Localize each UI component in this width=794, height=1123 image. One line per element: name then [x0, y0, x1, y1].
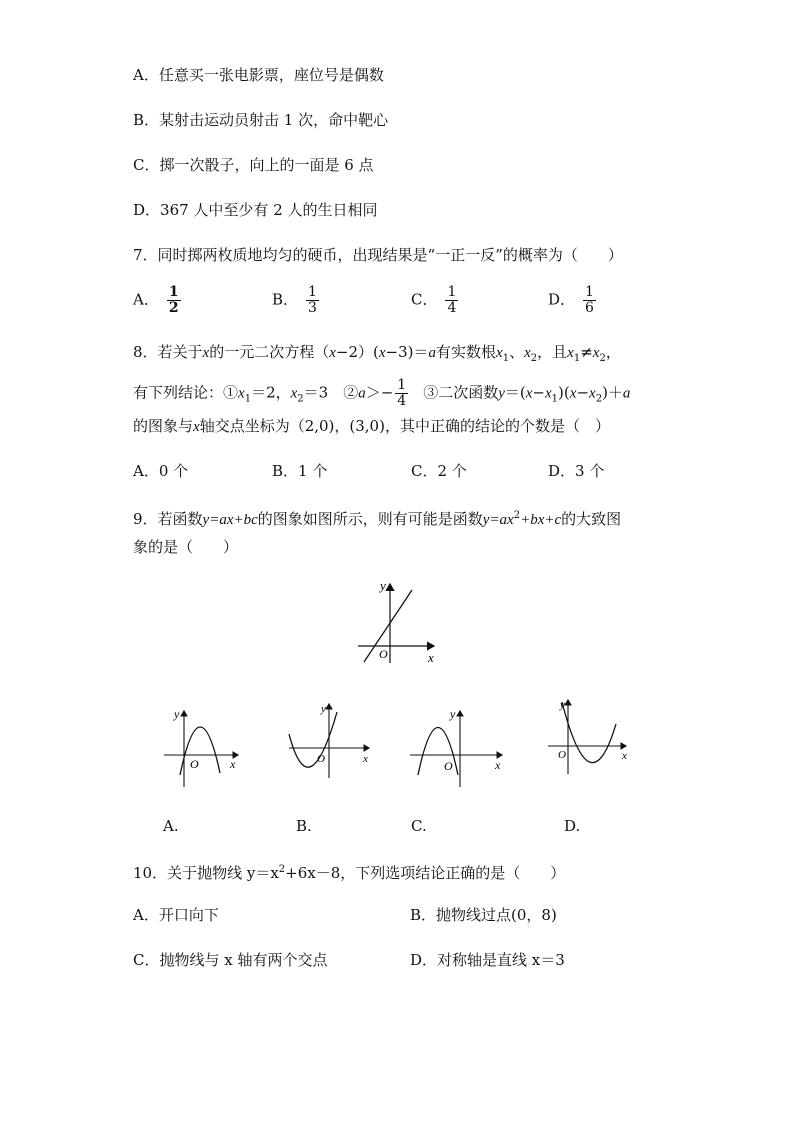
svg-text:x: x — [495, 758, 501, 772]
svg-text:O: O — [558, 749, 566, 761]
q9-line-1: 9．若函数y=ax+bc的图象如图所示，则有可能是函数$y=ax^2+bx+c$的大致图 — [133, 510, 622, 528]
q7-option-c-fraction: $\frac{1}{4}$ — [447, 284, 457, 316]
q8-option-b: B．1 个 — [272, 462, 328, 480]
q10-option-a: A．开口向下 — [133, 906, 219, 924]
q9-graph-d — [546, 696, 636, 776]
parabola-b — [289, 712, 337, 767]
q7-option-d-fraction: $\frac{1}{6}$ — [585, 284, 594, 316]
origin-label: O — [379, 647, 388, 661]
q8-fraction: $\frac{1}{4}$ — [397, 377, 407, 409]
q8-option-a: A．0 个 — [133, 462, 189, 480]
q10-option-c: C．抛物线与 x 轴有两个交点 — [133, 951, 328, 969]
q9-option-b: B. — [296, 817, 312, 835]
svg-text:y: y — [450, 707, 456, 721]
parabola-a — [180, 727, 220, 775]
svg-text:y: y — [174, 707, 180, 721]
q7-option-a-label: A． — [133, 290, 159, 309]
q8-option-c: C．2 个 — [411, 462, 467, 480]
svg-text:x: x — [622, 750, 627, 762]
svg-text:x: x — [230, 757, 236, 771]
q7-option-d — [548, 285, 596, 316]
q9-option-d: D. — [564, 817, 581, 835]
q7-option-d-label: D． — [548, 290, 576, 309]
svg-text:O: O — [190, 757, 199, 771]
q9-option-a: A. — [163, 817, 179, 835]
q6-option-b: B．某射击运动员射击 1 次，命中靶心 — [133, 111, 389, 129]
q7-option-c — [411, 285, 458, 316]
svg-text:y: y — [321, 703, 326, 715]
q9-line-2: 象的是（ ） — [133, 538, 239, 556]
q10-option-d: D．对称轴是直线 x＝3 — [410, 951, 565, 969]
svg-text:x: x — [363, 753, 368, 765]
y-label: y — [380, 578, 386, 593]
parabola-d — [562, 702, 616, 763]
q7-option-b-fraction: $\frac{1}{3}$ — [308, 284, 317, 316]
q9-line-graph — [350, 578, 450, 668]
q7-option-a-fraction: $\frac{1}{2}$ — [168, 284, 179, 316]
q10-option-b: B．抛物线过点(0，8) — [410, 906, 557, 924]
q7-stem: 7．同时掷两枚质地均匀的硬币，出现结果是“一正一反”的概率为（ ） — [133, 246, 623, 264]
q6-option-a: A．任意买一张电影票，座位号是偶数 — [133, 66, 384, 84]
line-plot — [364, 590, 412, 662]
svg-text:y: y — [560, 699, 565, 711]
q9-option-c: C. — [411, 817, 427, 835]
q9-graph-b — [285, 700, 371, 780]
q7-option-b-label: B． — [272, 290, 299, 309]
q7-option-c-label: C． — [411, 290, 438, 309]
svg-text:O: O — [444, 759, 453, 773]
svg-text:O: O — [317, 753, 325, 765]
x-label: x — [428, 650, 434, 665]
q6-option-c: C．掷一次骰子，向上的一面是 6 点 — [133, 156, 374, 174]
q9-graph-c — [408, 705, 506, 790]
q8-option-d: D．3 个 — [548, 462, 605, 480]
q8-line-2: 有下列结论：$①x_1=2$，$x_2=3$ ②a＞− $\frac{1}{4}$ ③二次函数$y=(x-x_1)(x-x_2)+a$ — [133, 377, 631, 409]
q7-option-b — [272, 285, 319, 316]
q8-line-3: 的图象与x轴交点坐标为（2,0)，(3,0)，其中正确的结论的个数是（ ） — [133, 417, 610, 435]
q6-option-d: D．367 人中至少有 2 人的生日相同 — [133, 201, 378, 219]
q7-option-a — [133, 285, 181, 316]
q9-graph-a — [162, 705, 248, 790]
q8-line-1: 8．若关于x的一元二次方程（x−2）(x−3)＝a有实数根$x_1$、$x_2$，且$x_1\ne x_2$， — [133, 343, 621, 364]
q10-stem: 10．关于抛物线 $y=x^2+6x-8$，下列选项结论正确的是（ ） — [133, 864, 566, 882]
